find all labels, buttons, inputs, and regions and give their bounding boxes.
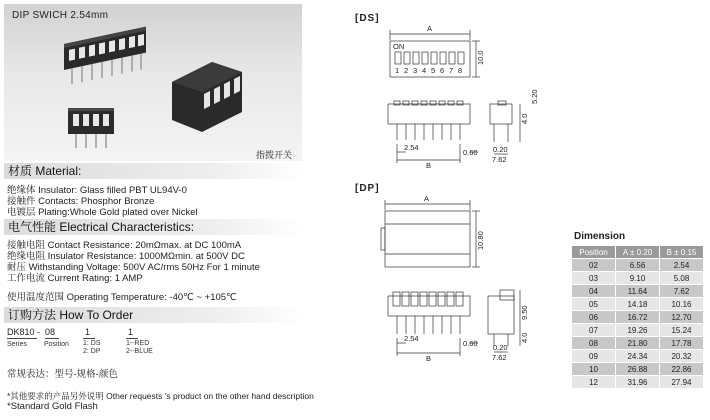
order-color-option-2: 2--BLUE [126,348,153,355]
dp-section-label: [DP] [355,183,380,194]
dimension-cell-position: 08 [572,337,616,350]
table-row [572,298,704,311]
table-row [572,376,704,389]
note-gold-flash: *Standard Gold Flash [7,401,98,412]
electrical-current-rating: 工作电流 Current Rating: 1 AMP [7,273,143,284]
dimension-cell-position: 06 [572,311,616,324]
dimension-cell-a: 19.26 [616,324,660,337]
order-series-option-1: 1: DS [83,340,101,347]
dp-row-dim: 7.62 [492,353,507,362]
dimension-cell-a: 31.96 [616,376,660,389]
dimension-cell-b: 5.08 [660,272,704,285]
electrical-insulator-resistance: 绝缘电阻 Insulator Resistance: 1000MΩmin. at 500V DC [7,251,245,262]
dimension-cell-a: 26.88 [616,363,660,376]
dp-height-dim: 10.80 [476,231,485,250]
order-heading: 订购方法 How To Order [4,307,302,323]
ds-on-label: ON [393,42,405,51]
dimension-header-row [572,246,704,259]
dp-side-dim-b: 9.50 [520,305,529,320]
dimension-header-position: Position [572,246,616,259]
photo-title: DIP SWICH 2.54mm [12,10,109,21]
table-row [572,350,704,363]
ds-number-8: 8 [458,66,463,75]
electrical-contact-resistance: 接触电阻 Contact Resistance: 20mΩmax. at DC 100mA [7,240,242,251]
material-heading: 材质 Material: [4,163,302,179]
dp-pitch: 2.54 [404,334,419,343]
dimension-cell-b: 22.86 [660,363,704,376]
dp-side-dim-a: 4.0 [520,332,529,343]
dimension-cell-a: 24.34 [616,350,660,363]
dimension-cell-a: 14.18 [616,298,660,311]
table-row [572,285,704,298]
photo-caption: 指拨开关 [256,150,293,160]
dp-dim-a: A [424,194,430,203]
dimension-cell-b: 12.70 [660,311,704,324]
ds-number-6: 6 [440,66,445,75]
dimension-cell-b: 7.62 [660,285,704,298]
dimension-cell-position: 05 [572,298,616,311]
order-underline-color [126,338,138,339]
order-code-position: 08 [45,327,56,337]
dimension-table [571,245,704,389]
dimension-drawings [350,0,575,380]
dimension-title: Dimension [574,231,626,242]
ds-side-pin-dim: 0.20 [493,145,508,154]
order-underline-type [83,338,95,339]
dimension-cell-b: 20.32 [660,350,704,363]
ds-pitch: 2.54 [404,143,419,152]
dimension-cell-a: 9.10 [616,272,660,285]
ds-side-dim-b: 5.20 [530,89,539,104]
ds-number-4: 4 [422,66,427,75]
ds-row-dim: 7.62 [492,155,507,164]
dimension-cell-a: 16.72 [616,311,660,324]
dimension-cell-a: 21.80 [616,337,660,350]
order-underline-position [45,338,59,339]
ds-number-7: 7 [449,66,454,75]
table-row [572,324,704,337]
note-special-requests: *其他要求的产品另外说明 Other requests 's product on the other hand description [7,391,314,401]
ds-number-2: 2 [404,66,409,75]
material-plating: 电镀层 Plating:Whole Gold plated over Nickel [7,207,198,218]
order-expression: 常规表达：型号-规格-颜色 [7,369,118,380]
ds-dim-b: B [426,161,432,170]
product-photo-panel [4,4,302,161]
electrical-heading: 电气性能 Electrical Characteristics: [4,219,302,235]
ds-number-5: 5 [431,66,436,75]
dimension-cell-position: 04 [572,285,616,298]
dimension-cell-b: 10.16 [660,298,704,311]
order-code-color: 1 [128,327,134,337]
dimension-cell-a: 11.64 [616,285,660,298]
dimension-header-b: B ± 0.15 [660,246,704,259]
table-row [572,259,704,272]
ds-side-dim-a: 4.0 [520,113,529,124]
order-code-prefix: DK810 [7,327,35,337]
ds-number-3: 3 [413,66,418,75]
dip-switch-photo [4,4,302,161]
table-row [572,363,704,376]
dimension-cell-position: 07 [572,324,616,337]
ds-height-dim: 10.0 [476,50,485,65]
ds-number-1: 1 [395,66,400,75]
dimension-cell-position: 10 [572,363,616,376]
order-underline-series [7,338,37,339]
dimension-cell-b: 2.54 [660,259,704,272]
dimension-cell-b: 15.24 [660,324,704,337]
order-color-option-1: 1--RED [126,340,150,347]
electrical-withstanding-voltage: 耐压 Withstanding Voltage: 500V AC/rms 50Hz For 1 minute [7,262,260,273]
order-code-series: 1 [85,327,91,337]
dimension-cell-position: 12 [572,376,616,389]
order-series-option-2: 2: DP [83,348,101,355]
dimension-cell-b: 27.94 [660,376,704,389]
order-label-position: Position [44,341,69,348]
ds-pin-dim: 0.60 [463,148,478,157]
order-label-series: Series [7,341,27,348]
table-row [572,311,704,324]
dp-dim-b: B [426,354,432,363]
dimension-cell-b: 17.78 [660,337,704,350]
ds-dim-a: A [427,24,433,33]
operating-temperature: 使用温度范围 Operating Temperature: -40℃ ~ +105℃ [7,292,237,303]
dp-side-pin-dim: 0.20 [493,343,508,352]
dimension-cell-position: 09 [572,350,616,363]
ds-section-label: [DS] [355,13,380,24]
dimension-cell-position: 02 [572,259,616,272]
material-insulator: 绝缘体 Insulator: Glass filled PBT UL94V-0 [7,185,187,196]
table-row [572,337,704,350]
dimension-header-a: A ± 0.20 [616,246,660,259]
order-code-dash: - [37,327,40,337]
dimension-cell-a: 6.56 [616,259,660,272]
dp-pin-dim: 0.60 [463,339,478,348]
material-contacts: 接触件 Contacts: Phosphor Bronze [7,196,155,207]
dimension-cell-position: 03 [572,272,616,285]
table-row [572,272,704,285]
